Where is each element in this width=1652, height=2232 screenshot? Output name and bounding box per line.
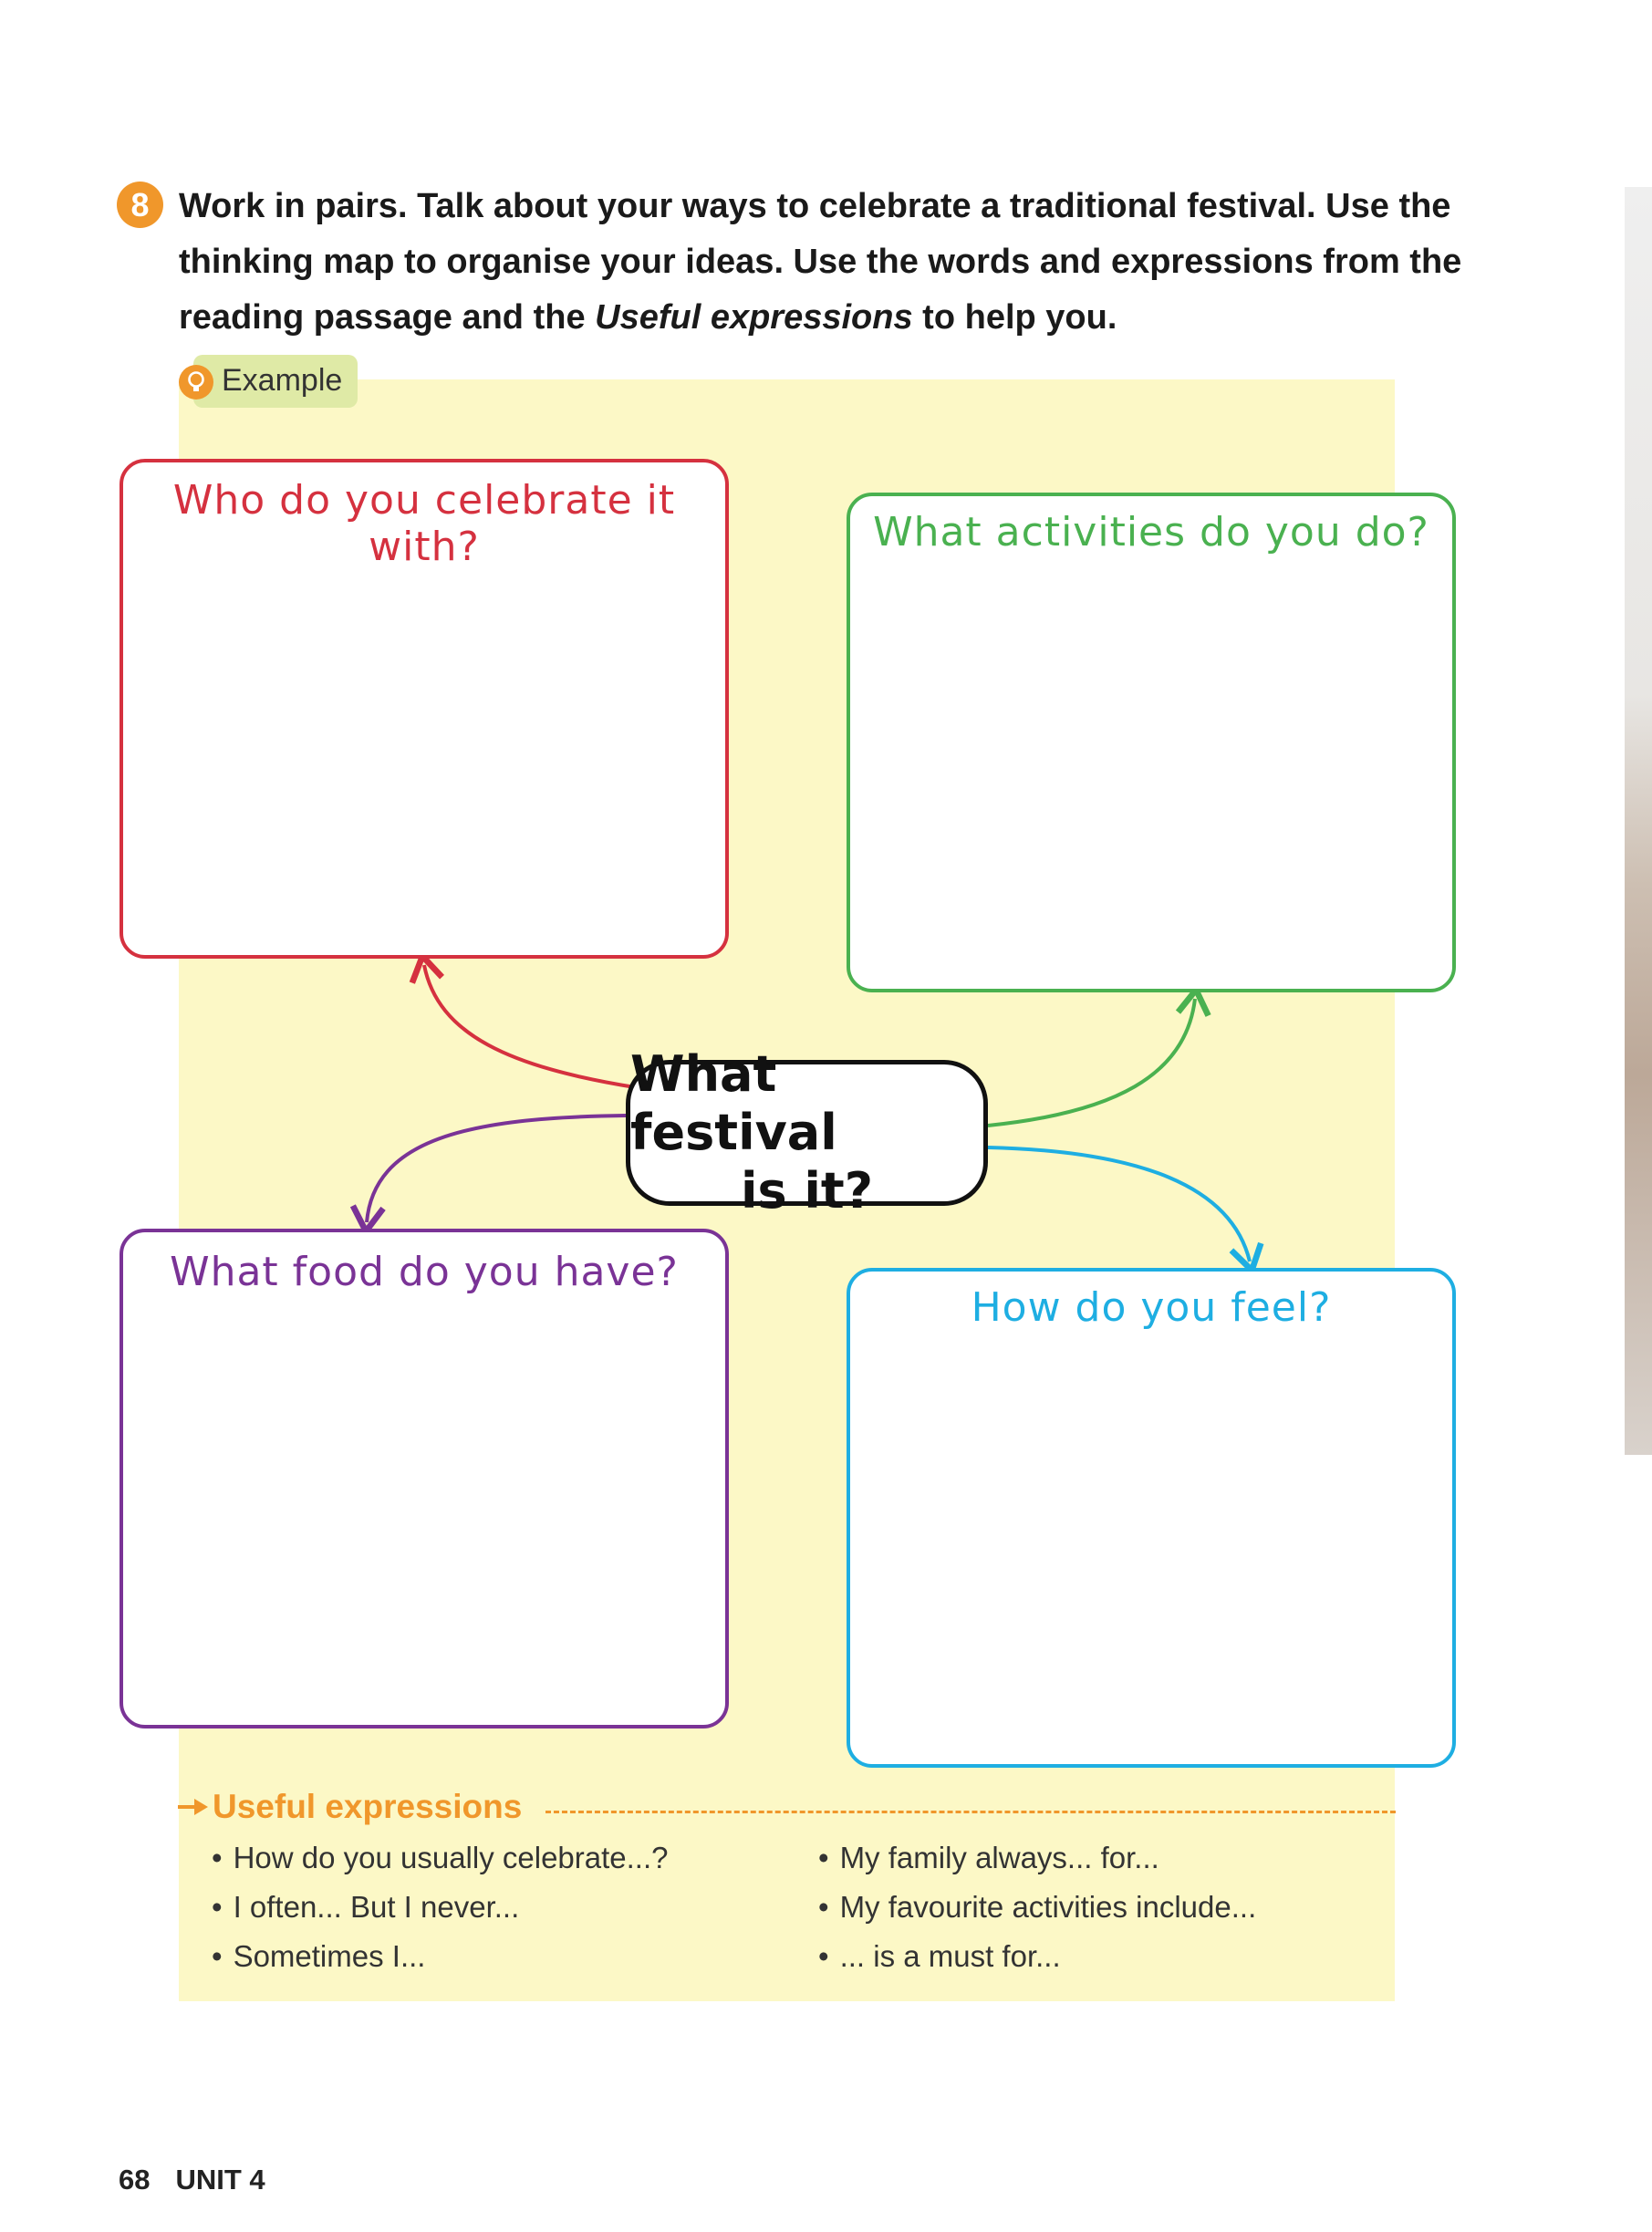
heading-divider bbox=[545, 1811, 1396, 1813]
activities-box[interactable] bbox=[847, 493, 1456, 992]
page-footer bbox=[119, 2164, 265, 2196]
expressions-right-list bbox=[818, 1833, 1256, 1981]
list-item: • How do you usually celebrate...? bbox=[212, 1833, 669, 1883]
food-box-title: What food do you have? bbox=[170, 1249, 679, 1295]
expressions-left-list bbox=[212, 1833, 669, 1981]
list-item: • My family always... for... bbox=[818, 1833, 1256, 1883]
task-instruction: Work in pairs. Talk about your ways to celebrate a traditional festival. Use the thinking map to organise your ideas. Use the words and expressions from the reading passage and the Useful expressions to help you. bbox=[179, 187, 1462, 337]
useful-expressions-heading bbox=[178, 1788, 522, 1826]
list-item: • ... is a must for... bbox=[818, 1932, 1256, 1981]
example-label: Example bbox=[222, 363, 343, 398]
adjacent-page-edge bbox=[1625, 187, 1652, 1455]
feelings-box-title: How do you feel? bbox=[971, 1284, 1332, 1331]
who-box-title: Who do you celebrate it with? bbox=[172, 477, 676, 570]
food-box[interactable] bbox=[119, 1229, 729, 1729]
who-box[interactable] bbox=[119, 459, 729, 959]
lightbulb-icon bbox=[179, 365, 213, 400]
center-festival-node bbox=[626, 1045, 988, 1220]
center-line-1: What festival bbox=[630, 1045, 837, 1161]
list-item: • Sometimes I... bbox=[212, 1932, 669, 1981]
task-number-badge: 8 bbox=[117, 182, 163, 228]
arrow-pointer-icon bbox=[178, 1797, 209, 1817]
unit-label: UNIT 4 bbox=[175, 2164, 265, 2196]
activities-box-title: What activities do you do? bbox=[873, 509, 1429, 555]
useful-expressions-label: Useful expressions bbox=[213, 1788, 523, 1825]
list-item: • My favourite activities include... bbox=[818, 1883, 1256, 1932]
center-line-2: is it? bbox=[740, 1162, 874, 1220]
feelings-box[interactable] bbox=[847, 1268, 1456, 1768]
page-number: 68 bbox=[119, 2164, 151, 2196]
list-item: • I often... But I never... bbox=[212, 1883, 669, 1932]
